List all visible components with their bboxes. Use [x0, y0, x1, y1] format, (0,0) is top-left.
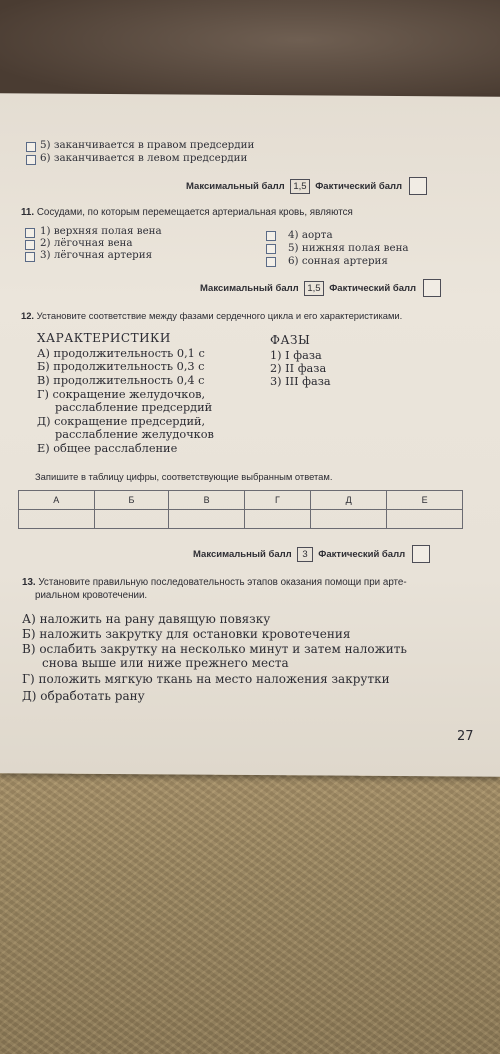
- answer-cell-a[interactable]: [19, 510, 95, 529]
- characteristic-v: В) продолжительность 0,4 с: [37, 374, 205, 387]
- characteristic-a: А) продолжительность 0,1 с: [37, 347, 205, 360]
- carpet-background: [0, 760, 500, 1054]
- q10-option-6: 6) заканчивается в левом предсердии: [40, 152, 248, 164]
- table-instruction: Запишите в таблицу цифры, соответствующие выбранным ответам.: [35, 471, 333, 482]
- characteristic-b: Б) продолжительность 0,3 с: [37, 360, 205, 373]
- actual-score-label: Фактический балл: [318, 548, 406, 560]
- step-v-cont: снова выше или ниже прежнего места: [42, 656, 289, 670]
- checkbox-q11-3[interactable]: [25, 252, 35, 262]
- table-header-v: В: [169, 491, 245, 510]
- table-header-e: Е: [387, 491, 463, 510]
- step-b: Б) наложить закрутку для остановки кровотечения: [22, 627, 351, 641]
- phase-3: 3) III фаза: [270, 375, 331, 388]
- actual-score-label: Фактический балл: [329, 282, 417, 294]
- checkbox-q11-2[interactable]: [25, 240, 35, 250]
- answer-cell-d[interactable]: [310, 510, 386, 529]
- table-header-g: Г: [244, 491, 310, 510]
- phases-heading: ФАЗЫ: [270, 333, 311, 347]
- characteristic-g-cont: расслабление предсердий: [55, 401, 213, 414]
- q13-number: 13.: [22, 577, 36, 588]
- q10-option-5: 5) заканчивается в правом предсердии: [40, 139, 255, 151]
- max-score-value: 1,5: [290, 179, 309, 194]
- characteristic-e: Е) общее расслабление: [37, 442, 178, 455]
- table-header-a: А: [19, 491, 95, 510]
- q11-question: [21, 207, 353, 218]
- answer-cell-b[interactable]: [94, 510, 169, 529]
- answer-table: [18, 490, 463, 529]
- q12-number: 12.: [21, 310, 35, 321]
- answer-table-header: [19, 491, 463, 510]
- q11-option-3: 3) лёгочная артерия: [40, 249, 153, 261]
- step-v: В) ослабить закрутку на несколько минут и затем наложить: [22, 642, 407, 656]
- answer-cell-e[interactable]: [387, 510, 463, 529]
- q13-text-line2: риальном кровотечении.: [35, 590, 148, 601]
- q11-option-6: 6) сонная артерия: [288, 255, 388, 267]
- answer-table-row: [19, 510, 463, 529]
- checkbox-q10-5[interactable]: [26, 142, 36, 152]
- answer-cell-g[interactable]: [244, 510, 310, 529]
- max-score-label: Максимальный балл: [186, 180, 285, 192]
- q12-question: [21, 310, 402, 321]
- answer-cell-v[interactable]: [169, 510, 245, 529]
- phase-2: 2) II фаза: [270, 362, 327, 375]
- page-number: 27: [457, 729, 474, 744]
- checkbox-q11-1[interactable]: [25, 228, 35, 238]
- checkbox-q11-4[interactable]: [266, 231, 276, 241]
- step-a: А) наложить на рану давящую повязку: [22, 612, 271, 626]
- checkbox-q11-5[interactable]: [266, 244, 276, 254]
- checkbox-q11-6[interactable]: [266, 257, 276, 267]
- q11-score-row: [200, 279, 441, 297]
- step-g: Г) положить мягкую ткань на место наложения закрутки: [22, 672, 390, 686]
- actual-score-box[interactable]: [409, 177, 427, 195]
- max-score-label: Максимальный балл: [200, 282, 299, 294]
- q11-number: 11.: [21, 207, 35, 218]
- q13-question: [22, 577, 407, 588]
- characteristic-d: Д) сокращение предсердий,: [37, 415, 206, 428]
- characteristics-heading: ХАРАКТЕРИСТИКИ: [37, 331, 171, 345]
- q13-text-line1: Установите правильную последовательность этапов оказания помощи при арте-: [38, 577, 407, 588]
- actual-score-box[interactable]: [412, 545, 430, 563]
- q11-option-5: 5) нижняя полая вена: [288, 242, 409, 254]
- actual-score-box[interactable]: [423, 279, 441, 297]
- characteristic-g: Г) сокращение желудочков,: [37, 388, 206, 401]
- step-d: Д) обработать рану: [22, 689, 145, 703]
- q11-text: Сосудами, по которым перемещается артериальная кровь, являются: [36, 207, 353, 218]
- max-score-label: Максимальный балл: [193, 548, 292, 560]
- table-header-d: Д: [310, 491, 386, 510]
- max-score-value: 3: [297, 547, 312, 562]
- table-header-b: Б: [94, 491, 169, 510]
- actual-score-label: Фактический балл: [315, 180, 403, 192]
- q10-score-row: [186, 177, 427, 195]
- max-score-value: 1,5: [304, 281, 323, 296]
- characteristic-d-cont: расслабление желудочков: [55, 428, 214, 441]
- q11-option-1: 1) верхняя полая вена: [40, 225, 162, 237]
- phase-1: 1) I фаза: [270, 349, 322, 362]
- checkbox-q10-6[interactable]: [26, 155, 36, 165]
- q12-text: Установите соответствие между фазами сердечного цикла и его характеристиками.: [36, 310, 403, 321]
- q12-score-row: [193, 545, 430, 563]
- q11-option-4: 4) аорта: [288, 229, 333, 241]
- q11-option-2: 2) лёгочная вена: [40, 237, 133, 249]
